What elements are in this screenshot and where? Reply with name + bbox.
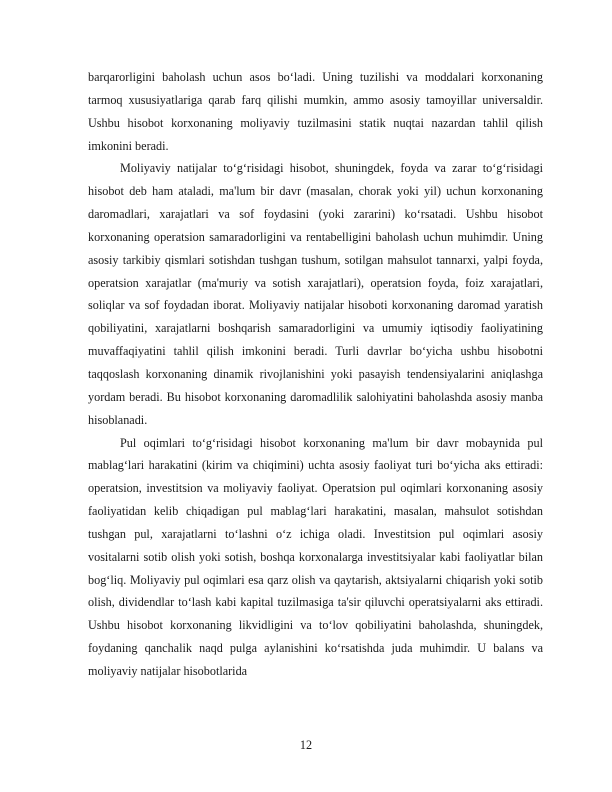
paragraph-1: barqarorligini baholash uchun asos bo‘ladi. Uning tuzilishi va moddalari korxonaning tarmoq xususiyatlariga qarab farq qilishi mumkin, ammo asosiy tamoyillar universaldir. Ushbu hisobot korxonaning moliyaviy tuzilmasini statik nuqtai nazardan tahlil qilish imkonini beradi. bbox=[88, 70, 543, 153]
page-number: 12 bbox=[299, 738, 313, 752]
paragraph-2: Moliyaviy natijalar to‘g‘risidagi hisobot, shuningdek, foyda va zarar to‘g‘risidagi hisobot deb ham ataladi, ma'lum bir davr (masalan, chorak yoki yil) uchun korxonaning daromadlari, xarajatlari va sof foydasini (yoki zararini) ko‘rsatadi. Ushbu hisobot korxonaning operatsion samaradorligini va rentabelligini baholash uchun muhimdir. Uning asosiy tarkibiy qismlari sotishdan tushgan tushum, sotilgan mahsulot tannarxi, yalpi foyda, operatsion xarajatlar (ma'muriy va sotish xarajatlari), operatsion foyda, foiz xarajatlari, soliqlar va sof foydadan iborat. Moliyaviy natijalar hisoboti korxonaning daromad yaratish qobiliyatini, xarajatlarni boshqarish samaradorligini va umumiy iqtisodiy faoliyatining muvaffaqiyatini tahlil qilish imkonini beradi. Turli davrlar bo‘yicha ushbu hisobotni taqqoslash korxonaning dinamik rivojlanishini yoki pasayish tendensiyalarini aniqlashga yordam beradi. Bu hisobot korxonaning daromadlilik salohiyatini baholashda asosiy manba hisoblanadi. bbox=[88, 161, 543, 427]
paragraph-3: Pul oqimlari to‘g‘risidagi hisobot korxonaning ma'lum bir davr mobaynida pul mablag‘lari harakatini (kirim va chiqimini) uchta asosiy faoliyat turi bo‘yicha aks ettiradi: operatsion, investitsion va moliyaviy faoliyat. Operatsion pul oqimlari korxonaning asosiy faoliyatidan kelib chiqadigan pul mablag‘lari harakatini, masalan, mahsulot sotishdan tushgan pul, xarajatlarni to‘lashni o‘z ichiga oladi. Investitsion pul oqimlari asosiy vositalarni sotib olish yoki sotish, boshqa korxonalarga investitsiyalar kabi faoliyatlar bilan bog‘liq. Moliyaviy pul oqimlari esa qarz olish va qaytarish, aktsiyalarni chiqarish yoki sotib olish, dividendlar to‘lash kabi kapital tuzilmasiga ta'sir qiluvchi operatsiyalarni aks ettiradi. Ushbu hisobot korxonaning likvidligini va to‘lov qobiliyatini baholashda, shuningdek, foydaning qanchalik naqd pulga aylanishini ko‘rsatishda juda muhimdir. U balans va moliyaviy natijalar hisobotlarida bbox=[88, 435, 543, 678]
document-body bbox=[88, 66, 543, 683]
